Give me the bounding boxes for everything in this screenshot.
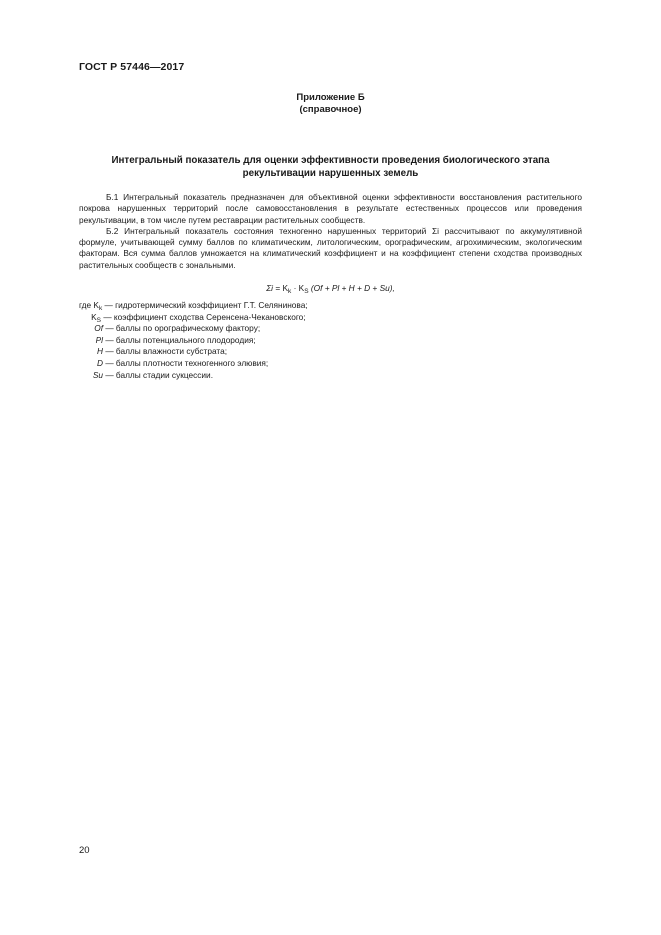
where-label: где [79,300,92,310]
formula-k1: K [282,283,289,293]
page-number: 20 [79,845,90,856]
definition-symbol-wrap [79,312,101,324]
body-text [79,192,582,271]
definition-symbol: Of [94,323,103,334]
definition-symbol: Pl [95,334,103,345]
definition-text: — коэффициент сходства Серенсена-Чекановского; [103,311,306,322]
formula-sum-terms: (Of + Pl + H + D + Su), [310,283,395,293]
annex-heading [0,92,661,116]
definition-symbol: H [97,346,103,357]
definition-kk [79,300,529,312]
definition-pl [79,335,529,347]
formula-k1-sub: k [288,288,292,295]
definition-text: — баллы по орографическому фактору; [105,323,261,334]
definition-of [79,323,529,335]
definition-text: — баллы влажности субстрата; [105,346,228,357]
definition-text: — баллы стадии сукцессии. [105,369,213,380]
paragraph-b1: Б.1 Интегральный показатель предназначен для объективной оценки эффективности восстановления растительного покрова нарушенных территорий после самовосстановления в результате естественных процессов или проведения рекультивации, в том числе путем реставрации растительных сообществ. [79,192,582,225]
definition-symbol-sub: k [98,305,103,312]
section-title-line1: Интегральный показатель для оценки эффективности проведения биологического этапа [111,155,550,166]
formula-lhs: Σi [266,283,274,293]
annex-type: (справочное) [299,104,362,115]
definition-symbol: Su [92,369,103,380]
section-title-line2: рекультивации нарушенных земель [242,167,419,179]
formula-k2-sub: S [304,288,309,295]
paragraph-b2: Б.2 Интегральный показатель состояния техногенно нарушенных территорий Σi рассчитывают по аккумулятивной формуле, учитывающей сумму баллов по климатическим, литологическим, орографическим, агрохимическим, экологическим факторам. Вся сумма баллов умножается на климатический коэффициент и на коэффициент степени сходства производных растительных сообществ с зональными. [79,225,582,270]
section-title [79,155,582,180]
definition-su [79,370,529,382]
definition-text: — гидротермический коэффициент Г.Т. Селянинова; [104,300,308,310]
formula-dot: · [293,283,299,293]
definition-ks [79,312,529,324]
standard-code: ГОСТ Р 57446—2017 [79,61,185,73]
annex-title: Приложение Б [296,92,365,103]
definition-d [79,358,529,370]
definition-symbol: D [97,357,103,368]
formula-equals: = [275,283,283,293]
definition-symbol: K [93,300,99,310]
formula [0,283,661,293]
definitions-list [79,300,529,381]
definition-symbol: K [91,311,97,322]
definition-text: — баллы плотности техногенного элювия; [105,357,269,368]
definition-h [79,346,529,358]
definition-symbol-sub: S [96,316,101,324]
definition-text: — баллы потенциального плодородия; [105,334,256,345]
formula-k2: K [298,283,305,293]
